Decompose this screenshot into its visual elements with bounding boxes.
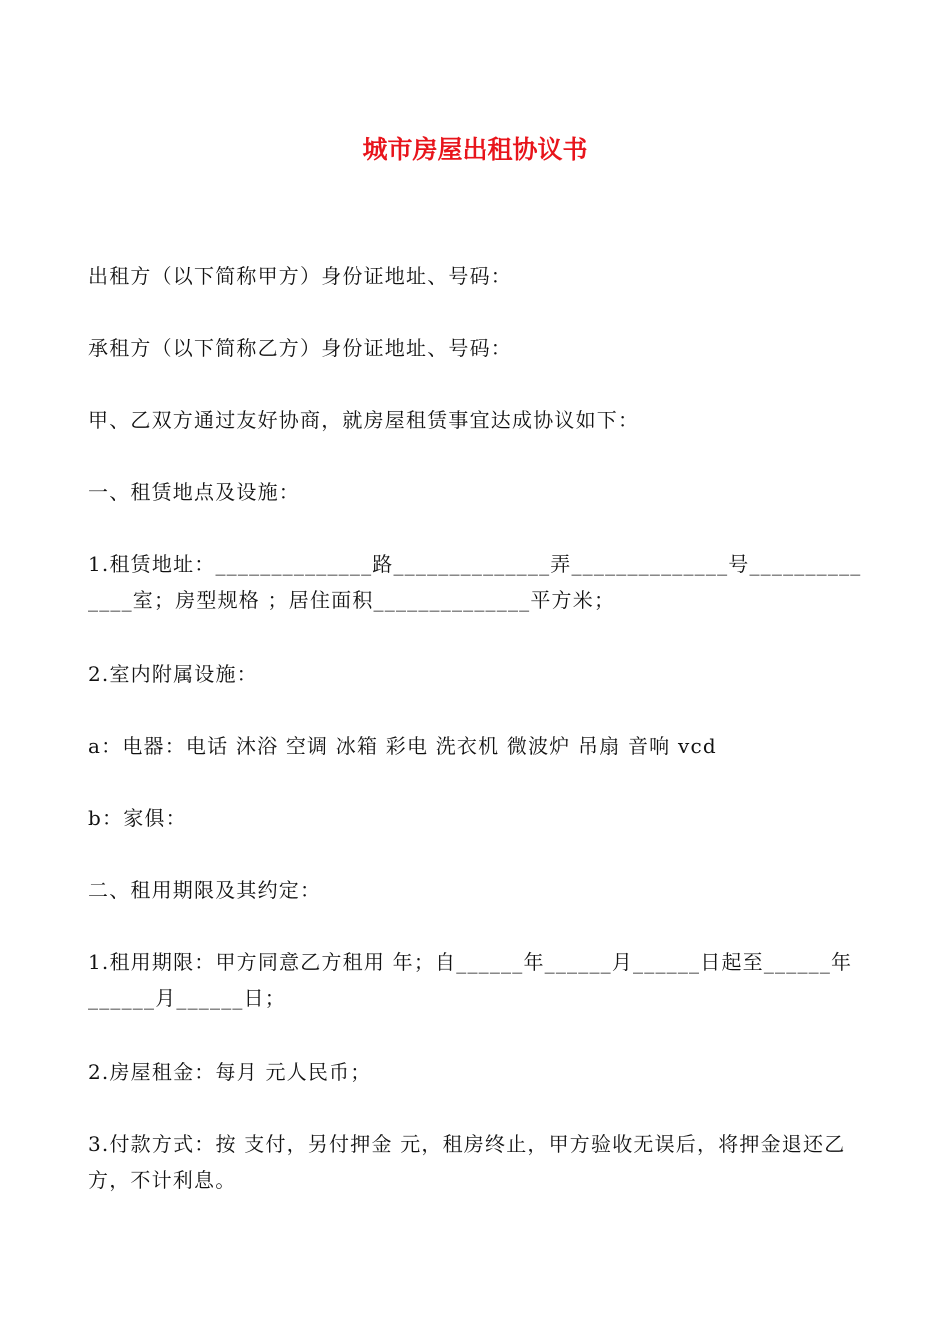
section-heading-location: 一、租赁地点及设施： — [88, 480, 300, 504]
clause-facilities: 2.室内附属设施： — [88, 662, 258, 686]
lessee-info-line: 承租方（以下简称乙方）身份证地址、号码： — [88, 336, 512, 360]
clause-rental-address: 1.租赁地址：______________路______________弄______________号______________室；房型规格 ；居住面积______________平方米； — [88, 552, 862, 612]
agreement-intro: 甲、乙双方通过友好协商，就房屋租赁事宜达成协议如下： — [88, 408, 640, 432]
clause-furniture: b：家俱： — [88, 806, 187, 830]
clause-rent-amount: 2.房屋租金：每月 元人民币； — [88, 1060, 372, 1084]
lessor-info-line: 出租方（以下简称甲方）身份证地址、号码： — [88, 264, 512, 288]
clause-appliances: a：电器：电话 沐浴 空调 冰箱 彩电 洗衣机 微波炉 吊扇 音响 vcd — [88, 734, 717, 758]
clause-payment-method: 3.付款方式：按 支付，另付押金 元，租房终止，甲方验收无误后，将押金退还乙方，不计利息。 — [88, 1132, 846, 1192]
clause-rental-period: 1.租用期限：甲方同意乙方租用 年；自______年______月______日起至______年______月______日； — [88, 950, 853, 1010]
document-title: 城市房屋出租协议书 — [362, 135, 588, 164]
section-heading-term: 二、租用期限及其约定： — [88, 878, 322, 902]
